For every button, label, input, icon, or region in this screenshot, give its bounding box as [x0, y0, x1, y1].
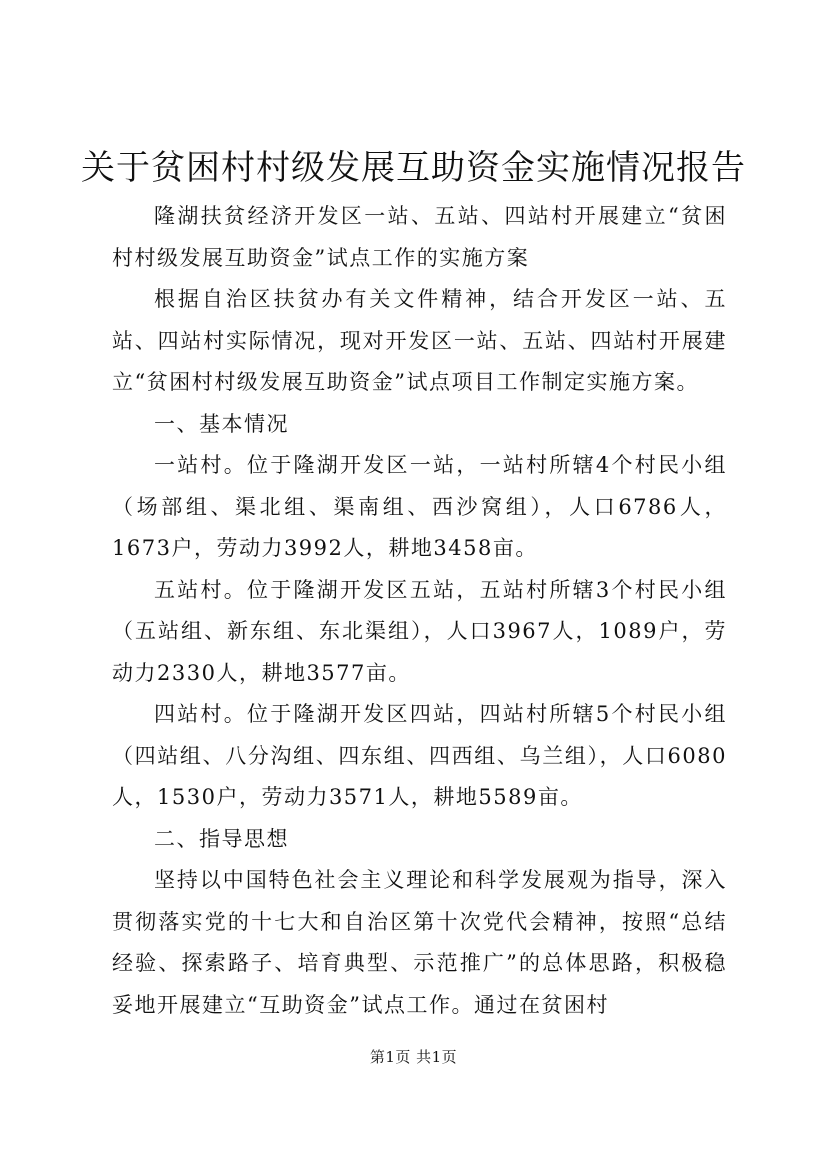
paragraph-yizhan-village: 一站村。位于隆湖开发区一站，一站村所辖4个村民小组（场部组、渠北组、渠南组、西沙窝组），人口6786人，1673户，劳动力3992人，耕地3458亩。 — [112, 453, 727, 560]
paragraph-guiding-ideology: 坚持以中国特色社会主义理论和科学发展观为指导，深入贯彻落实党的十七大和自治区第十次党代会精神，按照“总结经验、探索路子、培育典型、示范推广”的总体思路，积极稳妥地开展建立“互助资金”试点工作。通过在贫困村 — [112, 868, 727, 1017]
section-heading-guiding-ideology: 二、指导思想 — [154, 826, 289, 851]
paragraph-intro: 隆湖扶贫经济开发区一站、五站、四站村开展建立“贫困村村级发展互助资金”试点工作的实施方案 — [112, 204, 727, 270]
paragraph-wuzhan-village: 五站村。位于隆湖开发区五站，五站村所辖3个村民小组（五站组、新东组、东北渠组），人口3967人，1089户，劳动力2330人，耕地3577亩。 — [112, 577, 727, 685]
page-footer: 第1页 共1页 — [369, 1048, 458, 1066]
document-body — [112, 196, 727, 1026]
document-title: 关于贫困村村级发展互助资金实施情况报告 — [81, 148, 746, 188]
paragraph-sizhan-village: 四站村。位于隆湖开发区四站，四站村所辖5个村民小组（四站组、八分沟组、四东组、四西组、乌兰组），人口6080人，1530户，劳动力3571人，耕地5589亩。 — [112, 702, 727, 809]
section-heading-basic-situation: 一、基本情况 — [154, 411, 289, 436]
paragraph-basis: 根据自治区扶贫办有关文件精神，结合开发区一站、五站、四站村实际情况，现对开发区一站、五站、四站村开展建立“贫困村村级发展互助资金”试点项目工作制定实施方案。 — [112, 287, 727, 394]
